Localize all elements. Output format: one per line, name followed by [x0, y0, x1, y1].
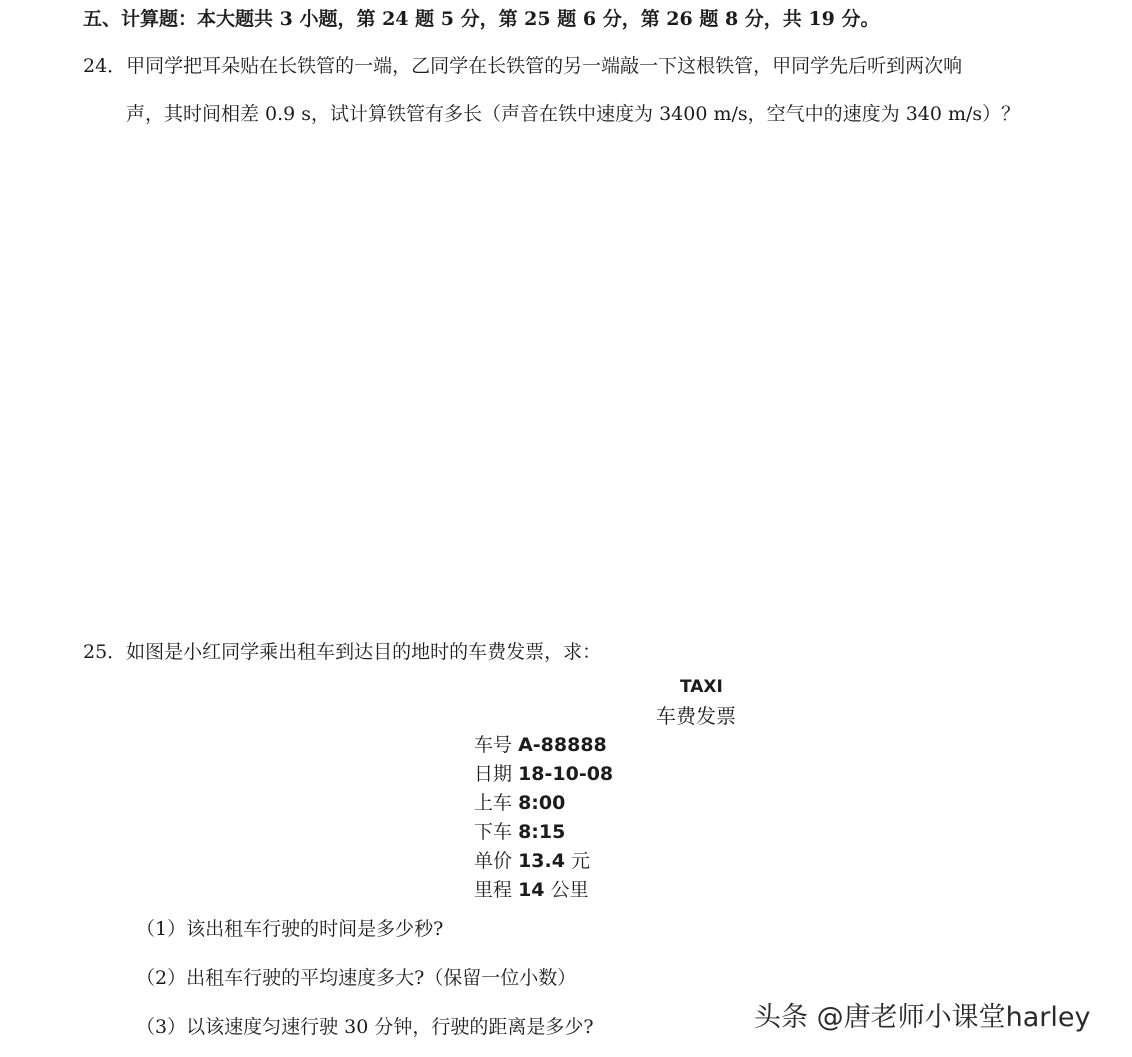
question-25-intro: 25．如图是小红同学乘出租车到达目的地时的车费发票，求： [83, 641, 602, 663]
receipt-value: 8:00 [518, 792, 566, 814]
sub-question-2: （2）出租车行驶的平均速度多大?（保留一位小数） [136, 967, 577, 989]
receipt-label: 下车 [474, 821, 513, 843]
sub-question-3: （3）以该速度匀速行驶 30 分钟，行驶的距离是多少? [136, 1016, 594, 1038]
section-heading: 五、计算题：本大题共 3 小题，第 24 题 5 分，第 25 题 6 分，第 26 题 8 分，共 19 分。 [83, 8, 880, 30]
receipt-unit: 公里 [550, 879, 589, 901]
receipt-value: 8:15 [518, 821, 566, 843]
question-24-text-line2: 声，其时间相差 0.9 s，试计算铁管有多长（声音在铁中速度为 3400 m/s，空气中的速度为 340 m/s）？ [126, 103, 1021, 125]
receipt-value: A-88888 [518, 734, 607, 756]
receipt-label: 车号 [474, 734, 513, 756]
receipt-row-mileage [474, 877, 589, 903]
receipt-title: TAXI [680, 677, 723, 697]
receipt-value: 14 [518, 879, 545, 901]
receipt-subtitle: 车费发票 [656, 704, 736, 728]
receipt-value: 13.4 [518, 850, 565, 872]
receipt-label: 上车 [474, 792, 513, 814]
sub-question-1: （1）该出租车行驶的时间是多少秒? [136, 918, 444, 940]
receipt-row-unit-price [474, 848, 590, 874]
receipt-label: 里程 [474, 879, 513, 901]
question-24-text-line1: 24．甲同学把耳朵贴在长铁管的一端，乙同学在长铁管的另一端敲一下这根铁管，甲同学先后听到两次响 [83, 55, 963, 77]
receipt-unit: 元 [571, 850, 591, 872]
receipt-label: 日期 [474, 763, 513, 785]
receipt-row-date [474, 761, 613, 787]
receipt-row-plate [474, 732, 607, 758]
receipt-value: 18-10-08 [518, 763, 614, 785]
watermark: 头条 @唐老师小课堂harley [754, 1002, 1091, 1033]
receipt-row-alighting [474, 819, 565, 845]
receipt-row-boarding [474, 790, 565, 816]
receipt-label: 单价 [474, 850, 513, 872]
